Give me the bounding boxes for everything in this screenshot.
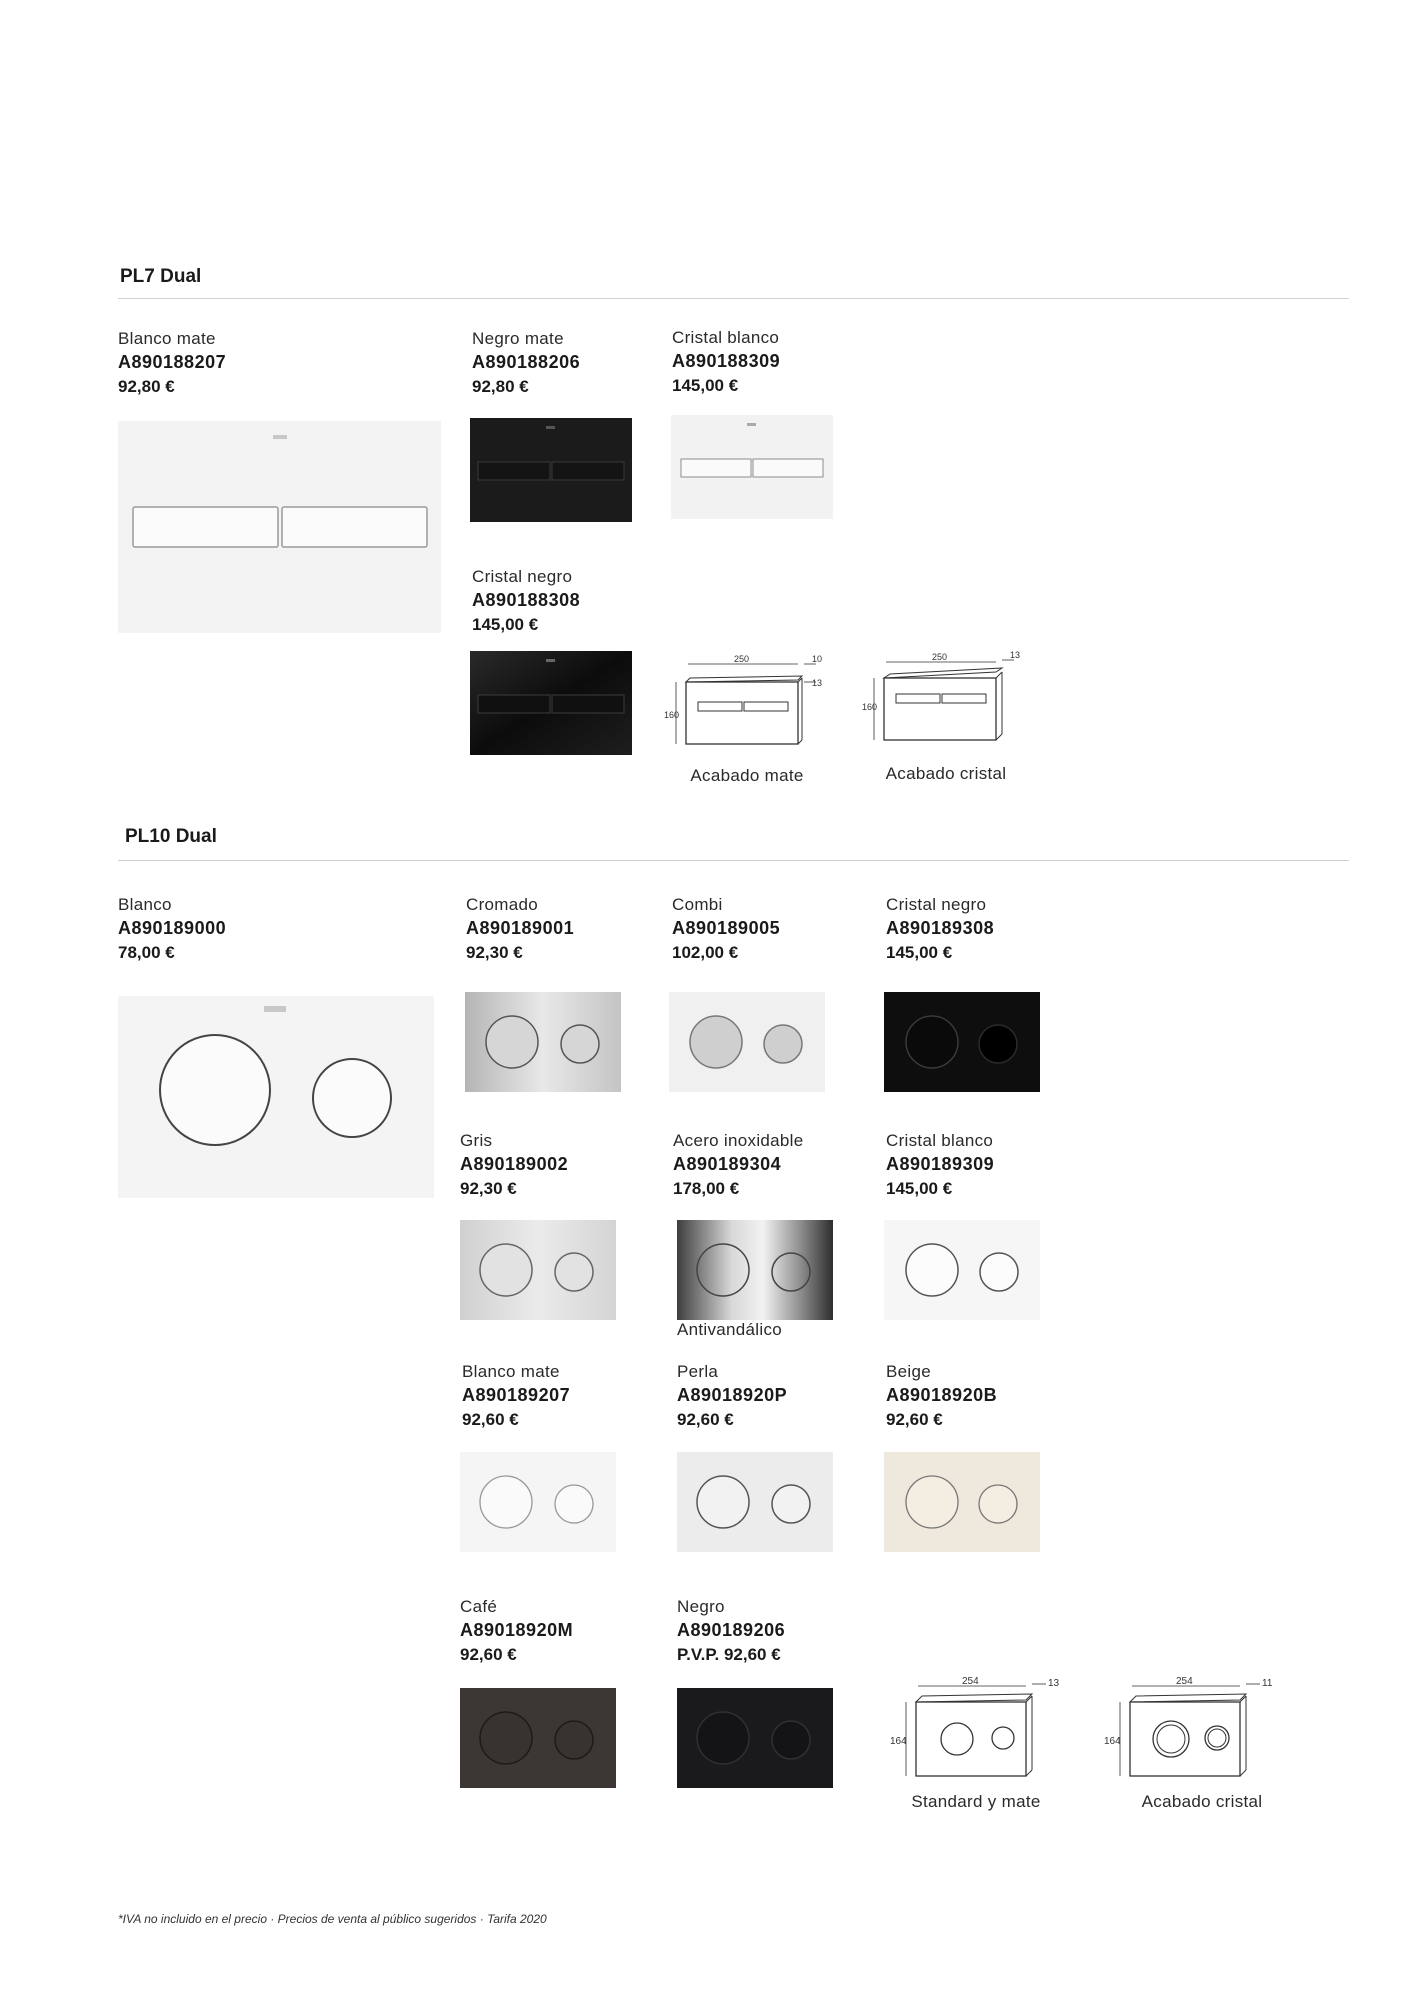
- pl10-product-blanco: [118, 893, 226, 966]
- pl7-negro-mate-image: [470, 418, 632, 522]
- product-name: Cromado: [466, 895, 539, 914]
- pl10-dimension-diagram-cristal: [1100, 1672, 1290, 1792]
- diagram-depth2-label: 13: [812, 678, 823, 688]
- product-name: Beige: [886, 1362, 931, 1381]
- product-price: 145,00 €: [886, 1179, 953, 1198]
- product-price: 92,30 €: [466, 943, 523, 962]
- pl10-product-blanco-mate: [462, 1360, 570, 1433]
- product-name: Blanco: [118, 895, 172, 914]
- product-code: A890189309: [886, 1154, 995, 1174]
- product-code: A890188206: [472, 352, 581, 372]
- product-code: A890188308: [472, 590, 581, 610]
- pl10-product-acero-inoxidable: [673, 1129, 804, 1202]
- product-price: 92,80 €: [472, 377, 529, 396]
- pl7-product-blanco-mate: [118, 327, 226, 400]
- pl10-acero-inoxidable-image: [677, 1220, 833, 1320]
- pl7-diagram-caption-mate: Acabado mate: [690, 766, 804, 785]
- pl10-product-perla: [677, 1360, 787, 1433]
- pl10-product-cafe: [460, 1595, 573, 1668]
- product-name: Combi: [672, 895, 723, 914]
- product-code: A890188309: [672, 351, 781, 371]
- product-name: Cristal blanco: [672, 328, 780, 347]
- diagram-depth-label: 13: [1048, 1678, 1060, 1689]
- diagram-height-label: 160: [664, 710, 680, 720]
- product-name: Negro mate: [472, 329, 564, 348]
- pl10-perla-image: [677, 1452, 833, 1552]
- product-price: 92,30 €: [460, 1179, 517, 1198]
- product-price: 92,60 €: [677, 1410, 734, 1429]
- diagram-height-label: 160: [862, 702, 878, 712]
- diagram-depth-label: 10: [812, 654, 823, 664]
- product-price: 92,60 €: [886, 1410, 943, 1429]
- product-code: A890189206: [677, 1620, 786, 1640]
- pl10-blanco-image: [118, 996, 434, 1198]
- product-price: 92,60 €: [460, 1645, 517, 1664]
- pl10-cafe-image: [460, 1688, 616, 1788]
- pl7-dimension-diagram-mate: [664, 652, 834, 762]
- pl7-diagram-caption-cristal: Acabado cristal: [885, 764, 1007, 783]
- pl7-product-cristal-blanco: [672, 326, 780, 399]
- pl10-gris-image: [460, 1220, 616, 1320]
- pl10-combi-image: [669, 992, 825, 1092]
- pl7-dimension-diagram-cristal: [862, 648, 1032, 758]
- pl7-section-title: PL7 Dual: [120, 266, 202, 287]
- pl7-cristal-blanco-image: [671, 415, 833, 519]
- pl7-cristal-negro-image: [470, 651, 632, 755]
- product-code: A890189005: [672, 918, 781, 938]
- product-price: 178,00 €: [673, 1179, 740, 1198]
- pl10-blanco-mate-image: [460, 1452, 616, 1552]
- product-code: A89018920B: [886, 1385, 998, 1405]
- pl7-blanco-mate-image: [118, 421, 441, 633]
- product-name: Perla: [677, 1362, 719, 1381]
- pl7-product-negro-mate: [472, 327, 580, 400]
- pl10-product-cristal-blanco: [886, 1129, 994, 1202]
- product-name: Blanco mate: [118, 329, 216, 348]
- pl10-cromado-image: [465, 992, 621, 1092]
- diagram-height-label: 164: [1104, 1736, 1121, 1747]
- footer-note: *IVA no incluido en el precio · Precios de venta al público sugeridos · Tarifa 2020: [118, 1912, 547, 1926]
- pl10-product-cromado: [466, 893, 574, 966]
- product-price: 145,00 €: [472, 615, 539, 634]
- pl10-section-title: PL10 Dual: [125, 826, 217, 847]
- pl10-product-beige: [886, 1360, 997, 1433]
- pl7-product-cristal-negro: [472, 565, 580, 638]
- pl10-divider: [118, 860, 1349, 861]
- pl10-negro-image: [677, 1688, 833, 1788]
- pl10-antivandalico-note: Antivandálico: [677, 1320, 783, 1339]
- diagram-width-label: 250: [932, 652, 948, 662]
- product-name: Cristal negro: [886, 895, 987, 914]
- product-code: A890189308: [886, 918, 995, 938]
- product-name: Cristal blanco: [886, 1131, 994, 1150]
- pl10-cristal-blanco-image: [884, 1220, 1040, 1320]
- product-code: A89018920M: [460, 1620, 574, 1640]
- product-name: Negro: [677, 1597, 725, 1616]
- product-code: A890189002: [460, 1154, 569, 1174]
- pl7-divider: [118, 298, 1349, 299]
- product-name: Blanco mate: [462, 1362, 560, 1381]
- product-price: 78,00 €: [118, 943, 175, 962]
- pl10-product-gris: [460, 1129, 568, 1202]
- pl10-diagram-caption-standard: Standard y mate: [911, 1792, 1041, 1811]
- pl10-beige-image: [884, 1452, 1040, 1552]
- diagram-width-label: 254: [1176, 1676, 1193, 1687]
- pl10-cristal-negro-image: [884, 992, 1040, 1092]
- diagram-depth-label: 11: [1262, 1678, 1273, 1689]
- product-price: 102,00 €: [672, 943, 739, 962]
- pl10-diagram-caption-cristal: Acabado cristal: [1141, 1792, 1263, 1811]
- product-name: Gris: [460, 1131, 493, 1150]
- diagram-depth-label: 13: [1010, 650, 1021, 660]
- pl10-product-negro: [677, 1595, 785, 1668]
- product-price: 92,60 €: [462, 1410, 519, 1429]
- product-price: P.V.P. 92,60 €: [677, 1645, 781, 1664]
- product-name: Acero inoxidable: [673, 1131, 804, 1150]
- product-price: 92,80 €: [118, 377, 175, 396]
- product-code: A89018920P: [677, 1385, 788, 1405]
- pl10-product-cristal-negro: [886, 893, 994, 966]
- product-code: A890188207: [118, 352, 227, 372]
- diagram-height-label: 164: [890, 1736, 907, 1747]
- product-code: A890189000: [118, 918, 227, 938]
- product-price: 145,00 €: [886, 943, 953, 962]
- pl10-product-combi: [672, 893, 780, 966]
- product-price: 145,00 €: [672, 376, 739, 395]
- product-code: A890189207: [462, 1385, 571, 1405]
- product-name: Café: [460, 1597, 498, 1616]
- product-code: A890189304: [673, 1154, 782, 1174]
- product-name: Cristal negro: [472, 567, 573, 586]
- pl10-dimension-diagram-standard: [886, 1672, 1076, 1792]
- diagram-width-label: 250: [734, 654, 750, 664]
- diagram-width-label: 254: [962, 1676, 979, 1687]
- product-code: A890189001: [466, 918, 575, 938]
